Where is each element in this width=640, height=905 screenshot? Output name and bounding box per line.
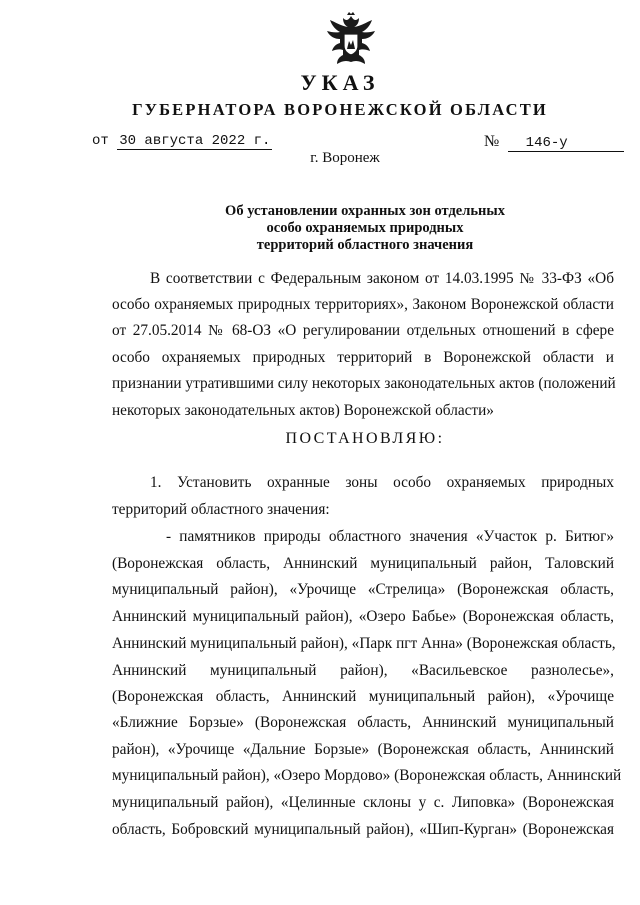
preamble-line: особо охраняемых природных территорий в Воронежской области и [112,349,614,366]
preamble-line: признании утратившими силу некоторых законодательных актов (положений [112,375,616,392]
item-line: 1. Установить охранные зоны особо охраняемых природных [150,474,614,491]
preamble-line: особо охраняемых природных территориях», Законом Воронежской области [112,296,614,313]
item-line: район), «Урочище «Дальние Борзые» (Воронежская область, Аннинский [112,741,614,758]
city-line: г. Воронеж [310,150,380,166]
subject-line: Об установлении охранных зон отдельных [225,203,505,219]
item-line: Аннинский муниципальный район), «Озеро Бабье» (Воронежская область, [112,608,614,625]
date-prefix: от [92,133,109,149]
item-line: муниципальный район), «Урочище «Стрелица» (Воронежская область, [112,581,614,598]
preamble-line: от 27.05.2014 № 68-ОЗ «О регулировании отдельных отношений в сфере [112,322,614,339]
item-line: «Ближние Борзые» (Воронежская область, Аннинский муниципальный [112,714,614,731]
item-line: (Воронежская область, Аннинский муниципальный район), «Урочище [112,688,614,705]
item-line: территорий областного значения: [112,501,330,518]
coat-of-arms-emblem [321,12,381,70]
document-title: УКАЗ [300,70,380,95]
preamble-line: некоторых законодательных актов) Воронежской области» [112,402,494,419]
number-sign: № [484,133,500,150]
item-line: Аннинский муниципальный район), «Васильевское разнолесье», [112,662,614,679]
preamble-line: В соответствии с Федеральным законом от 14.03.1995 № 33-ФЗ «Об [150,270,614,287]
item-line: - памятников природы областного значения «Участок р. Битюг» [166,528,614,545]
document-subtitle: ГУБЕРНАТОРА ВОРОНЕЖСКОЙ ОБЛАСТИ [132,100,548,119]
item-line: муниципальный район), «Целинные склоны у с. Липовка» (Воронежская [112,794,614,811]
item-line: (Воронежская область, Аннинский муниципальный район, Таловский [112,555,614,572]
date-value: 30 августа 2022 г. [119,133,271,149]
document-subject [0,203,640,254]
item-line: муниципальный район), «Озеро Мордово» (Воронежская область, Аннинский [112,767,622,784]
resolution-heading: ПОСТАНОВЛЯЮ: [285,430,445,447]
subject-line: особо охраняемых природных [266,220,464,236]
item-line: Аннинский муниципальный район), «Парк пгт Анна» (Воронежская область, [112,635,616,652]
subject-line: территорий областного значения [256,237,474,253]
number-value: 146-у [508,135,624,152]
item-line: область, Бобровский муниципальный район), «Шип-Курган» (Воронежская [112,821,614,838]
date-line [92,133,272,149]
